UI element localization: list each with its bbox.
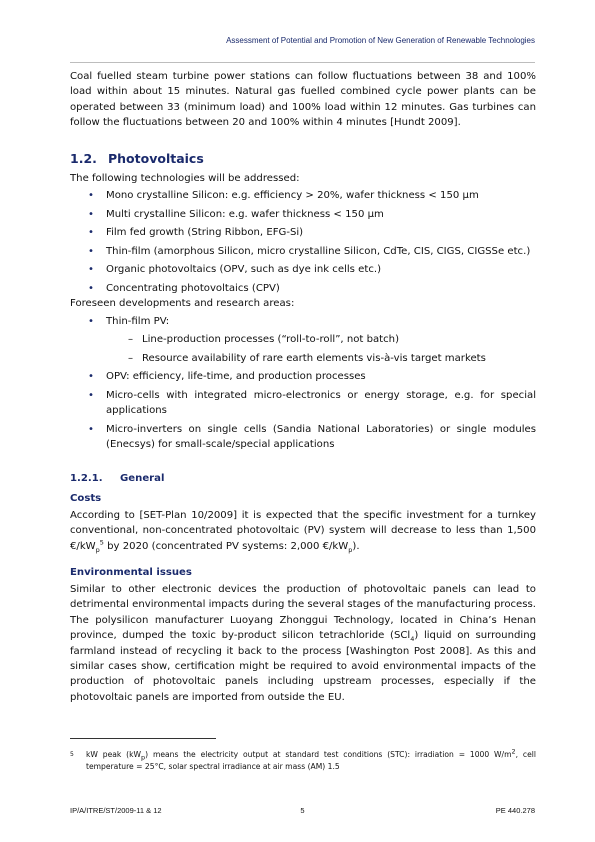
footnote <box>70 749 536 772</box>
sublist-item <box>106 332 536 347</box>
bullet-icon: • <box>88 264 94 276</box>
superscript-2: 2 <box>511 747 516 756</box>
technologies-lead: The following technologies will be addressed: <box>70 172 300 184</box>
intro-paragraph: Coal fuelled steam turbine power stations can follow fluctuations between 38 and 100% load within about 15 minutes. Natural gas fuelled combined cycle power plants can be operated between 33 (minimum load) and 100% load within 12 minutes. Gas turbines can follow the fluctuations between 20 and 100% within 4 minutes [Hundt 2009]. <box>70 71 536 129</box>
developments-list <box>70 314 536 453</box>
section-number: 1.2. <box>70 150 97 166</box>
list-item-text: Mono crystalline Silicon: e.g. efficiency > 20%, wafer thickness < 150 µm <box>106 190 479 202</box>
footnote-text-part: , cell temperature = 25°C, solar spectral irradiance at air mass (AM) 1.5 <box>86 750 536 771</box>
footnote-text <box>70 749 536 772</box>
bullet-icon: • <box>88 424 94 435</box>
subsection-heading <box>70 471 536 486</box>
section-title: Photovoltaics <box>108 150 204 166</box>
costs-text: by 2020 (concentrated PV systems: 2,000 €/kW <box>103 540 349 552</box>
list-item <box>70 369 536 384</box>
list-item-text: Organic photovoltaics (OPV, such as dye ink cells etc.) <box>106 264 382 276</box>
thin-film-sublist <box>106 332 536 366</box>
footnote-ref[interactable]: 5 <box>99 538 104 547</box>
list-item-text: OPV: efficiency, life-time, and production processes <box>106 371 366 383</box>
list-item <box>70 207 536 222</box>
costs-paragraph <box>70 508 536 554</box>
subscript-p: p <box>141 753 146 762</box>
bullet-icon: • <box>88 208 94 220</box>
running-header: Assessment of Potential and Promotion of New Generation of Renewable Technologies <box>226 36 535 45</box>
list-item-text: Thin-film (amorphous Silicon, micro crystalline Silicon, CdTe, CIS, CIGS, CIGSSe etc.) <box>106 245 531 257</box>
sublist-item <box>106 351 536 366</box>
bullet-icon: • <box>88 190 94 202</box>
list-item-text: Thin-film PV: <box>106 315 170 327</box>
sublist-item-text: Line-production processes (“roll-to-roll”, not batch) <box>142 334 400 346</box>
list-item-text: Multi crystalline Silicon: e.g. wafer thickness < 150 µm <box>106 208 384 220</box>
sublist-item-text: Resource availability of rare earth elements vis-à-vis target markets <box>142 352 486 364</box>
footnote-number: 5 <box>70 751 74 758</box>
list-item <box>70 188 536 203</box>
technology-list <box>70 188 536 296</box>
list-item <box>70 244 536 259</box>
header-rule <box>70 62 535 63</box>
subsection-number: 1.2.1. <box>70 472 103 484</box>
list-item <box>70 281 536 296</box>
list-item-text: Film fed growth (String Ribbon, EFG-Si) <box>106 227 304 239</box>
footnote-rule <box>70 738 216 739</box>
doc-reference: IP/A/ITRE/ST/2009-11 & 12 <box>70 806 162 815</box>
subsection-title: General <box>120 472 165 484</box>
subscript-p: p <box>348 545 353 554</box>
list-item-text: Micro-inverters on single cells (Sandia National Laboratories) or single modules (Enecsys) for small-scale/special applications <box>106 424 536 451</box>
subscript-p: p <box>95 545 100 554</box>
list-item-text: Micro-cells with integrated micro-electronics or energy storage, e.g. for special applications <box>106 390 536 417</box>
bullet-icon: • <box>88 245 94 257</box>
bullet-icon: • <box>88 227 94 239</box>
list-item <box>70 422 536 453</box>
list-item <box>70 225 536 240</box>
bullet-icon: • <box>88 371 94 383</box>
section-heading <box>70 151 536 167</box>
list-item <box>70 388 536 419</box>
environment-heading: Environmental issues <box>70 567 192 579</box>
list-item <box>70 314 536 366</box>
bullet-icon: • <box>88 315 94 327</box>
bullet-icon: • <box>88 283 94 294</box>
page-number: 5 <box>300 806 305 815</box>
environment-text: ) liquid on surrounding farmland instead of recycling it back to the process [Washington Post 2008]. As this and similar cases show, certification might be required to avoid environmental impacts of the production of photovoltaic panels including upstream processes, especially if the photovoltaic panels are imported from outside the EU. <box>70 630 536 703</box>
pe-reference: PE 440.278 <box>495 806 535 815</box>
list-item <box>70 262 536 277</box>
developments-lead: Foreseen developments and research areas: <box>70 298 295 310</box>
dash-icon: – <box>128 334 134 346</box>
costs-heading: Costs <box>70 492 102 504</box>
dash-icon: – <box>128 352 134 364</box>
costs-text: ). <box>352 540 360 552</box>
bullet-icon: • <box>88 390 94 401</box>
footnote-text-part: kW peak (kW <box>86 750 141 759</box>
page-body <box>70 69 536 705</box>
subscript-4: 4 <box>410 635 415 644</box>
footnote-text-part: ) means the electricity output at standard test conditions (STC): irradiation = 1000 W/m <box>145 750 512 759</box>
list-item-text: Concentrating photovoltaics (CPV) <box>106 283 280 294</box>
environment-text: Similar to other electronic devices the production of photovoltaic panels can lead to detrimental environmental impacts during the several stages of the manufacturing process. The polysilicon manufacturer Luoyang Zhonggui Technology, located in China’s Henan province, dumped the toxic by-product silicon tetrachloride (SCl <box>70 584 536 642</box>
costs-text: According to [SET-Plan 10/2009] it is expected that the specific investment for a turnkey conventional, non-concentrated photovoltaic (PV) system will decrease to less than 1,500 €/kW <box>70 509 536 552</box>
environment-paragraph <box>70 582 536 705</box>
